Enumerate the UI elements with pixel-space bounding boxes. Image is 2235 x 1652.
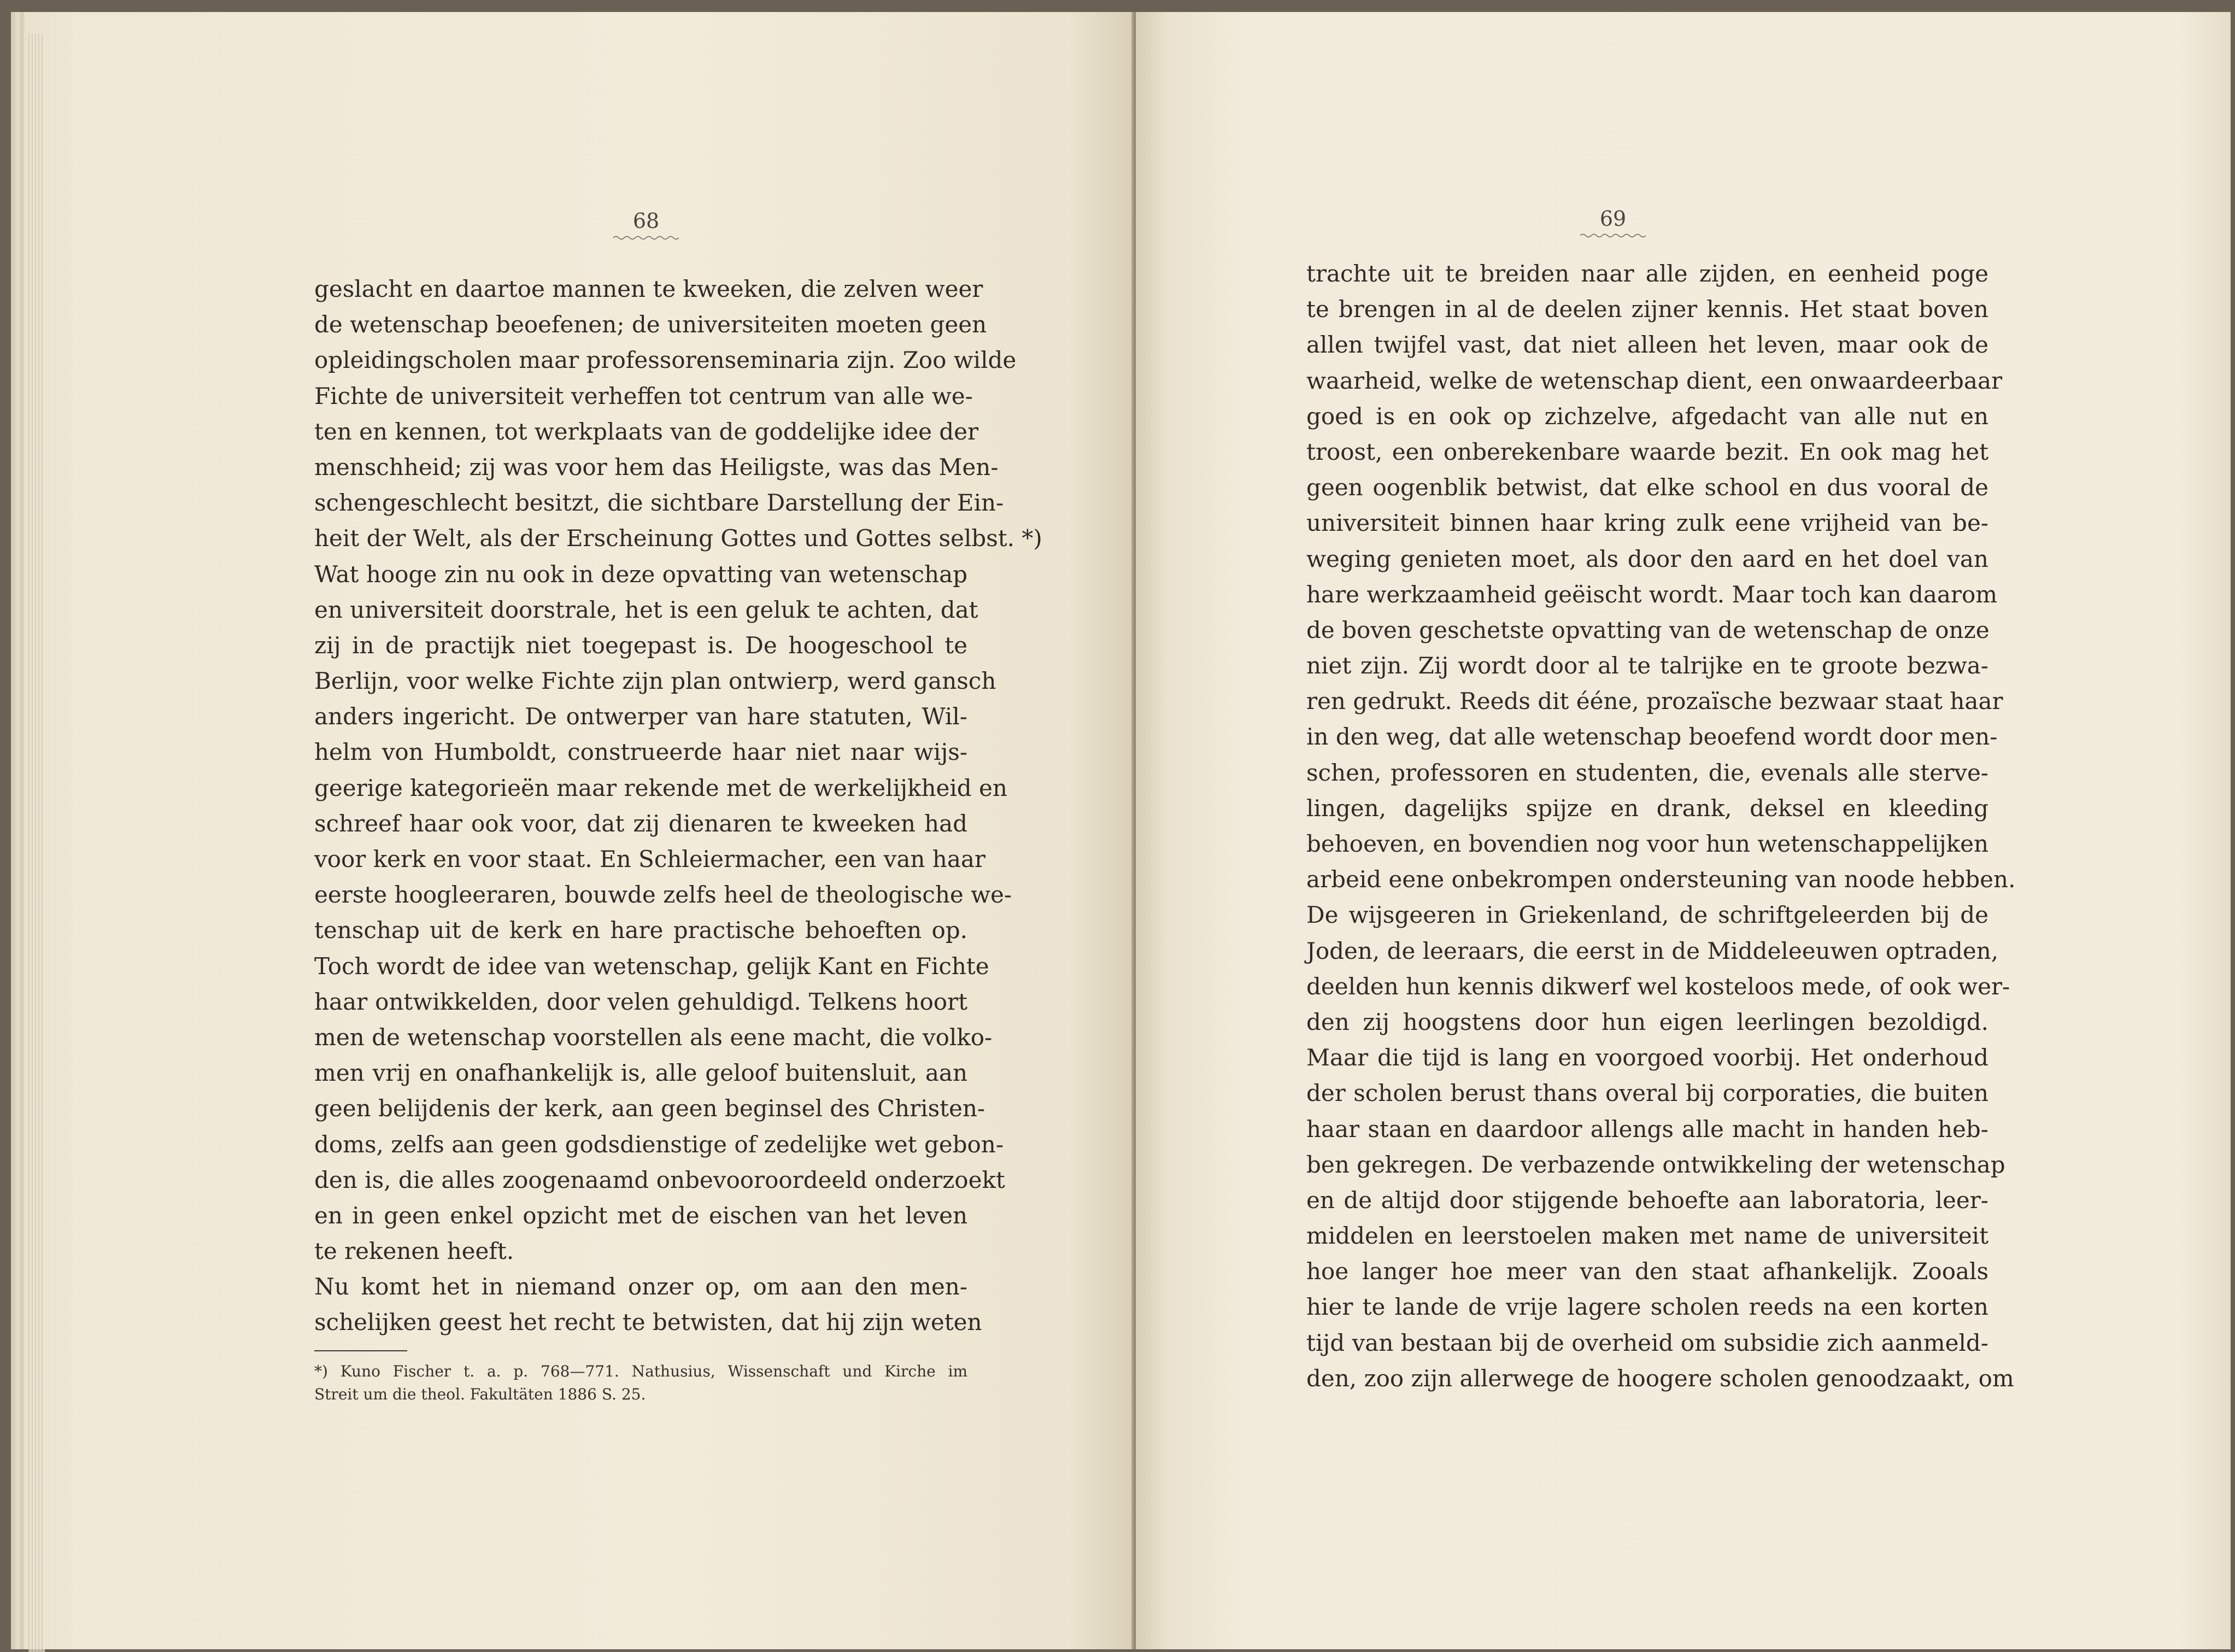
text-line: middelen en leerstoelen maken met name de universiteit xyxy=(1306,1222,1988,1250)
text-line: haar ontwikkelden, door velen gehuldigd. Telkens hoort xyxy=(314,988,967,1015)
text-line: *) Kuno Fischer t. a. p. 768—771. Nathusius, Wissenschaft und Kirche im xyxy=(314,1362,967,1380)
footnote-rule xyxy=(314,1350,407,1351)
text-line: anders ingericht. De ontwerper van hare statuten, Wil- xyxy=(314,703,967,730)
text-line: troost, een onberekenbare waarde bezit. En ook mag het xyxy=(1306,438,1988,465)
text-line: Toch wordt de idee van wetenschap, gelijk Kant en Fichte xyxy=(314,952,989,980)
text-line: men vrij en onafhankelijk is, alle geloof buitensluit, aan xyxy=(314,1059,967,1087)
text-line: geen belijdenis der kerk, aan geen beginsel des Christen- xyxy=(314,1095,985,1122)
page-edge-stack xyxy=(28,34,45,1652)
text-line: in den weg, dat alle wetenschap beoefend wordt door men- xyxy=(1306,723,1998,751)
text-line: Berlijn, voor welke Fichte zijn plan ontwierp, werd gansch xyxy=(314,667,996,695)
text-line: schelijken geest het recht te betwisten, dat hij zijn weten xyxy=(314,1309,982,1336)
folio-number: 68 xyxy=(632,209,660,233)
folio-ornament xyxy=(613,235,679,241)
text-line: trachte uit te breiden naar alle zijden, en eenheid poge xyxy=(1306,260,1988,287)
text-line: eerste hoogleeraren, bouwde zelfs heel de theologische we- xyxy=(314,881,1012,909)
text-line: doms, zelfs aan geen godsdienstige of zedelijke wet gebon- xyxy=(314,1130,1004,1158)
text-line: den zij hoogstens door hun eigen leerlingen bezoldigd. xyxy=(1306,1008,1988,1035)
text-line: menschheid; zij was voor hem das Heiligste, was das Men- xyxy=(314,453,999,481)
text-line: en in geen enkel opzicht met de eischen van het leven xyxy=(314,1202,967,1229)
text-line: hier te lande de vrije lagere scholen reeds na een korten xyxy=(1306,1293,1988,1321)
text-line: tenschap uit de kerk en hare practische behoeften op. xyxy=(314,917,967,944)
text-line: den, zoo zijn allerwege de hoogere scholen genoodzaakt, om xyxy=(1306,1364,2014,1392)
text-line: De wijsgeeren in Griekenland, de schriftgeleerden bij de xyxy=(1306,901,1988,929)
text-line: voor kerk en voor staat. En Schleiermacher, een van haar xyxy=(314,846,985,872)
text-line: universiteit binnen haar kring zulk eene vrijheid van be- xyxy=(1306,509,1988,537)
left-page xyxy=(11,12,1136,1649)
text-line: de boven geschetste opvatting van de wetenschap de onze xyxy=(1306,616,1990,643)
text-line: zij in de practijk niet toegepast is. De hoogeschool te xyxy=(314,631,967,659)
text-line: weging genieten moet, als door den aard en het doel van xyxy=(1306,545,1988,572)
text-line: Joden, de leeraars, die eerst in de Middeleeuwen optraden, xyxy=(1306,937,1999,964)
text-line: Maar die tijd is lang en voorgoed voorbij. Het onderhoud xyxy=(1306,1044,1988,1071)
footnote xyxy=(314,1360,967,1406)
text-line: geerige kategorieën maar rekende met de werkelijkheid en xyxy=(314,774,1007,801)
page-number-left xyxy=(591,209,701,241)
text-line: waarheid, welke de wetenschap dient, een onwaardeerbaar xyxy=(1306,367,2003,394)
text-line: heit der Welt, als der Erscheinung Gottes und Gottes selbst. *) xyxy=(314,525,1042,552)
text-line: behoeven, en bovendien nog voor hun wetenschappelijken xyxy=(1306,830,1988,857)
text-line: te rekenen heeft. xyxy=(314,1238,514,1265)
folio-number: 69 xyxy=(1599,207,1627,231)
text-line: ben gekregen. De verbazende ontwikkeling der wetenschap xyxy=(1306,1151,2005,1178)
text-line: der scholen berust thans overal bij corporaties, die buiten xyxy=(1306,1080,1988,1107)
text-line: ten en kennen, tot werkplaats van de goddelijke idee der xyxy=(314,418,979,445)
text-line: geslacht en daartoe mannen te kweeken, die zelven weer xyxy=(314,276,983,302)
text-line: men de wetenschap voorstellen als eene macht, die volko- xyxy=(314,1023,993,1051)
text-line: haar staan en daardoor allengs alle macht in handen heb- xyxy=(1306,1115,1988,1143)
text-line: en universiteit doorstrale, het is een geluk te achten, dat xyxy=(314,596,978,623)
text-line: allen twijfel vast, dat niet alleen het leven, maar ook de xyxy=(1306,331,1988,359)
text-line: arbeid eene onbekrompen ondersteuning van noode hebben. xyxy=(1306,866,2016,893)
right-page-body xyxy=(1306,256,2016,1396)
text-line: schreef haar ook voor, dat zij dienaren te kweeken had xyxy=(314,810,967,837)
text-line: geen oogenblik betwist, dat elke school en dus vooral de xyxy=(1306,474,1988,501)
folio-ornament xyxy=(1580,233,1646,238)
page-number-right xyxy=(1558,207,1668,238)
text-line: Wat hooge zin nu ook in deze opvatting van wetenschap xyxy=(314,560,967,588)
text-line: de wetenschap beoefenen; de universiteiten moeten geen xyxy=(314,311,987,338)
text-line: te brengen in al de deelen zijner kennis. Het staat boven xyxy=(1306,296,1988,323)
text-line: en de altijd door stijgende behoefte aan laboratoria, leer- xyxy=(1306,1186,1988,1214)
text-line: goed is en ook op zichzelve, afgedacht van alle nut en xyxy=(1306,402,1988,430)
text-line: tijd van bestaan bij de overheid om subsidie zich aanmeld- xyxy=(1306,1329,1988,1356)
text-line: schengeschlecht besitzt, die sichtbare Darstellung der Ein- xyxy=(314,489,1004,517)
text-line: niet zijn. Zij wordt door al te talrijke en te groote bezwa- xyxy=(1306,652,1988,679)
text-line: hare werkzaamheid geëischt wordt. Maar toch kan daarom xyxy=(1306,581,1998,608)
text-line: lingen, dagelijks spijze en drank, deksel en kleeding xyxy=(1306,794,1988,822)
right-page xyxy=(1136,12,2231,1649)
text-line: ren gedrukt. Reeds dit ééne, prozaïsche bezwaar staat haar xyxy=(1306,688,2003,715)
text-line: hoe langer hoe meer van den staat afhankelijk. Zooals xyxy=(1306,1258,1988,1285)
text-line: Fichte de universiteit verheffen tot centrum van alle we- xyxy=(314,382,973,409)
text-line: Streit um die theol. Fakultäten 1886 S. 25. xyxy=(314,1385,646,1403)
text-line: schen, professoren en studenten, die, evenals alle sterve- xyxy=(1306,759,1988,786)
text-line: Nu komt het in niemand onzer op, om aan den men- xyxy=(314,1273,967,1300)
left-page-body xyxy=(314,271,1042,1340)
text-line: helm von Humboldt, construeerde haar niet naar wijs- xyxy=(314,739,967,766)
text-line: deelden hun kennis dikwerf wel kosteloos mede, of ook wer- xyxy=(1306,973,2010,1000)
text-line: den is, die alles zoogenaamd onbevooroordeeld onderzoekt xyxy=(314,1166,1005,1193)
text-line: opleidingscholen maar professorenseminaria zijn. Zoo wilde xyxy=(314,347,1017,374)
